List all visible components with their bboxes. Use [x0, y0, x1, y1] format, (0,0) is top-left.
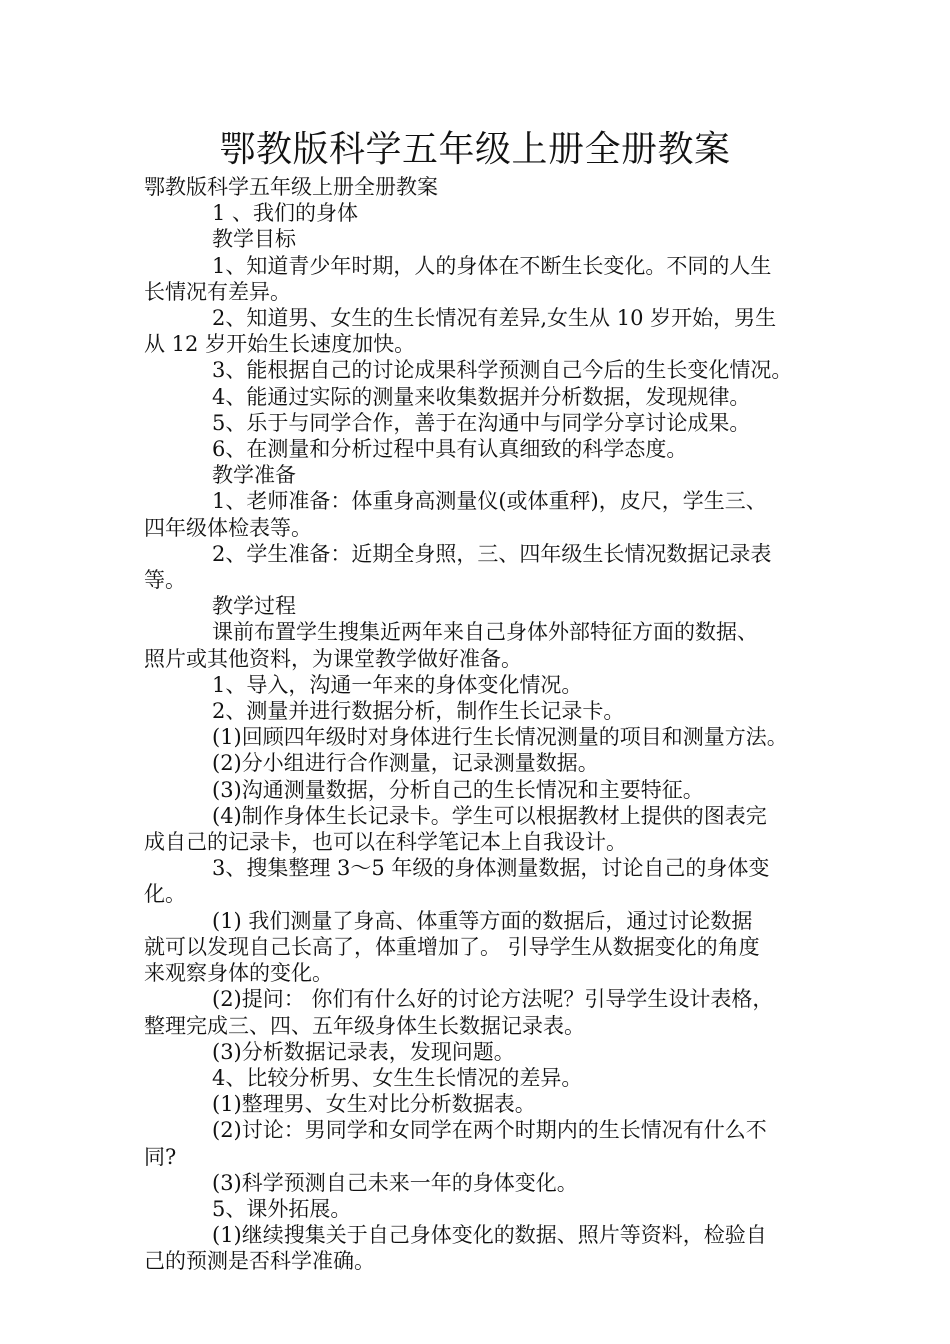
text-line: 化。: [144, 882, 186, 907]
text-line: 己的预测是否科学准确。: [144, 1249, 375, 1274]
text-line: 从 12 岁开始生长速度加快。: [144, 332, 416, 357]
text-line: 4、能通过实际的测量来收集数据并分析数据，发现规律。: [212, 384, 751, 409]
text-line: 1、导入，沟通一年来的身体变化情况。: [212, 672, 583, 697]
text-line: (1) 我们测量了身高、体重等方面的数据后，通过讨论数据: [212, 908, 753, 933]
text-line: 4、比较分析男、女生生长情况的差异。: [212, 1065, 583, 1090]
text-line: 四年级体检表等。: [144, 515, 312, 540]
text-line: 3、能根据自己的讨论成果科学预测自己今后的生长变化情况。: [212, 358, 793, 383]
text-line: (1)回顾四年级时对身体进行生长情况测量的项目和测量方法。: [212, 725, 788, 750]
text-line: (3)科学预测自己未来一年的身体变化。: [212, 1170, 578, 1195]
text-line: 照片或其他资料，为课堂教学做好准备。: [144, 646, 522, 671]
text-line: 1 、我们的身体: [212, 201, 359, 226]
text-line: 就可以发现自己长高了，体重增加了。 引导学生从数据变化的角度: [144, 934, 760, 959]
document-title: 鄂教版科学五年级上册全册教案: [219, 129, 731, 170]
text-line: 成自己的记录卡，也可以在科学笔记本上自我设计。: [144, 830, 627, 855]
text-line: 同?: [144, 1144, 177, 1169]
text-line: 整理完成三、四、五年级身体生长数据记录表。: [144, 1013, 585, 1038]
text-line: 1、知道青少年时期，人的身体在不断生长变化。不同的人生: [212, 253, 772, 278]
text-line: (4)制作身体生长记录卡。学生可以根据教材上提供的图表完: [212, 803, 767, 828]
text-line: 2、学生准备：近期全身照，三、四年级生长情况数据记录表: [212, 541, 772, 566]
text-line: 教学目标: [212, 227, 296, 252]
text-line: (1)整理男、女生对比分析数据表。: [212, 1092, 536, 1117]
text-line: 鄂教版科学五年级上册全册教案: [144, 175, 438, 199]
text-line: (1)继续搜集关于自己身体变化的数据、照片等资料，检验自: [212, 1223, 767, 1248]
text-line: 等。: [144, 568, 186, 593]
text-line: 教学过程: [212, 594, 296, 619]
text-line: 来观察身体的变化。: [144, 961, 333, 986]
text-line: 教学准备: [212, 463, 296, 488]
text-line: 5、课外拓展。: [212, 1196, 352, 1221]
text-line: (2)分小组进行合作测量，记录测量数据。: [212, 751, 599, 776]
text-line: 课前布置学生搜集近两年来自己身体外部特征方面的数据、: [212, 620, 758, 645]
text-line: 3、搜集整理 3～5 年级的身体测量数据，讨论自己的身体变: [212, 856, 770, 881]
text-line: 2、知道男、女生的生长情况有差异,女生从 10 岁开始，男生: [212, 306, 777, 331]
text-line: 5、乐于与同学合作，善于在沟通中与同学分享讨论成果。: [212, 410, 751, 435]
text-line: (2)提问： 你们有什么好的讨论方法呢？引导学生设计表格，: [212, 987, 774, 1012]
text-line: (3)沟通测量数据，分析自己的生长情况和主要特征。: [212, 777, 704, 802]
text-line: 1、老师准备：体重身高测量仪(或体重秤)，皮尺，学生三、: [212, 489, 767, 514]
text-line: 6、在测量和分析过程中具有认真细致的科学态度。: [212, 437, 688, 462]
document-body: [144, 174, 820, 1275]
text-line: 长情况有差异。: [144, 279, 291, 304]
text-line: (2)讨论：男同学和女同学在两个时期内的生长情况有什么不: [212, 1118, 767, 1143]
text-line: 2、测量并进行数据分析，制作生长记录卡。: [212, 699, 625, 724]
text-line: (3)分析数据记录表，发现问题。: [212, 1039, 515, 1064]
